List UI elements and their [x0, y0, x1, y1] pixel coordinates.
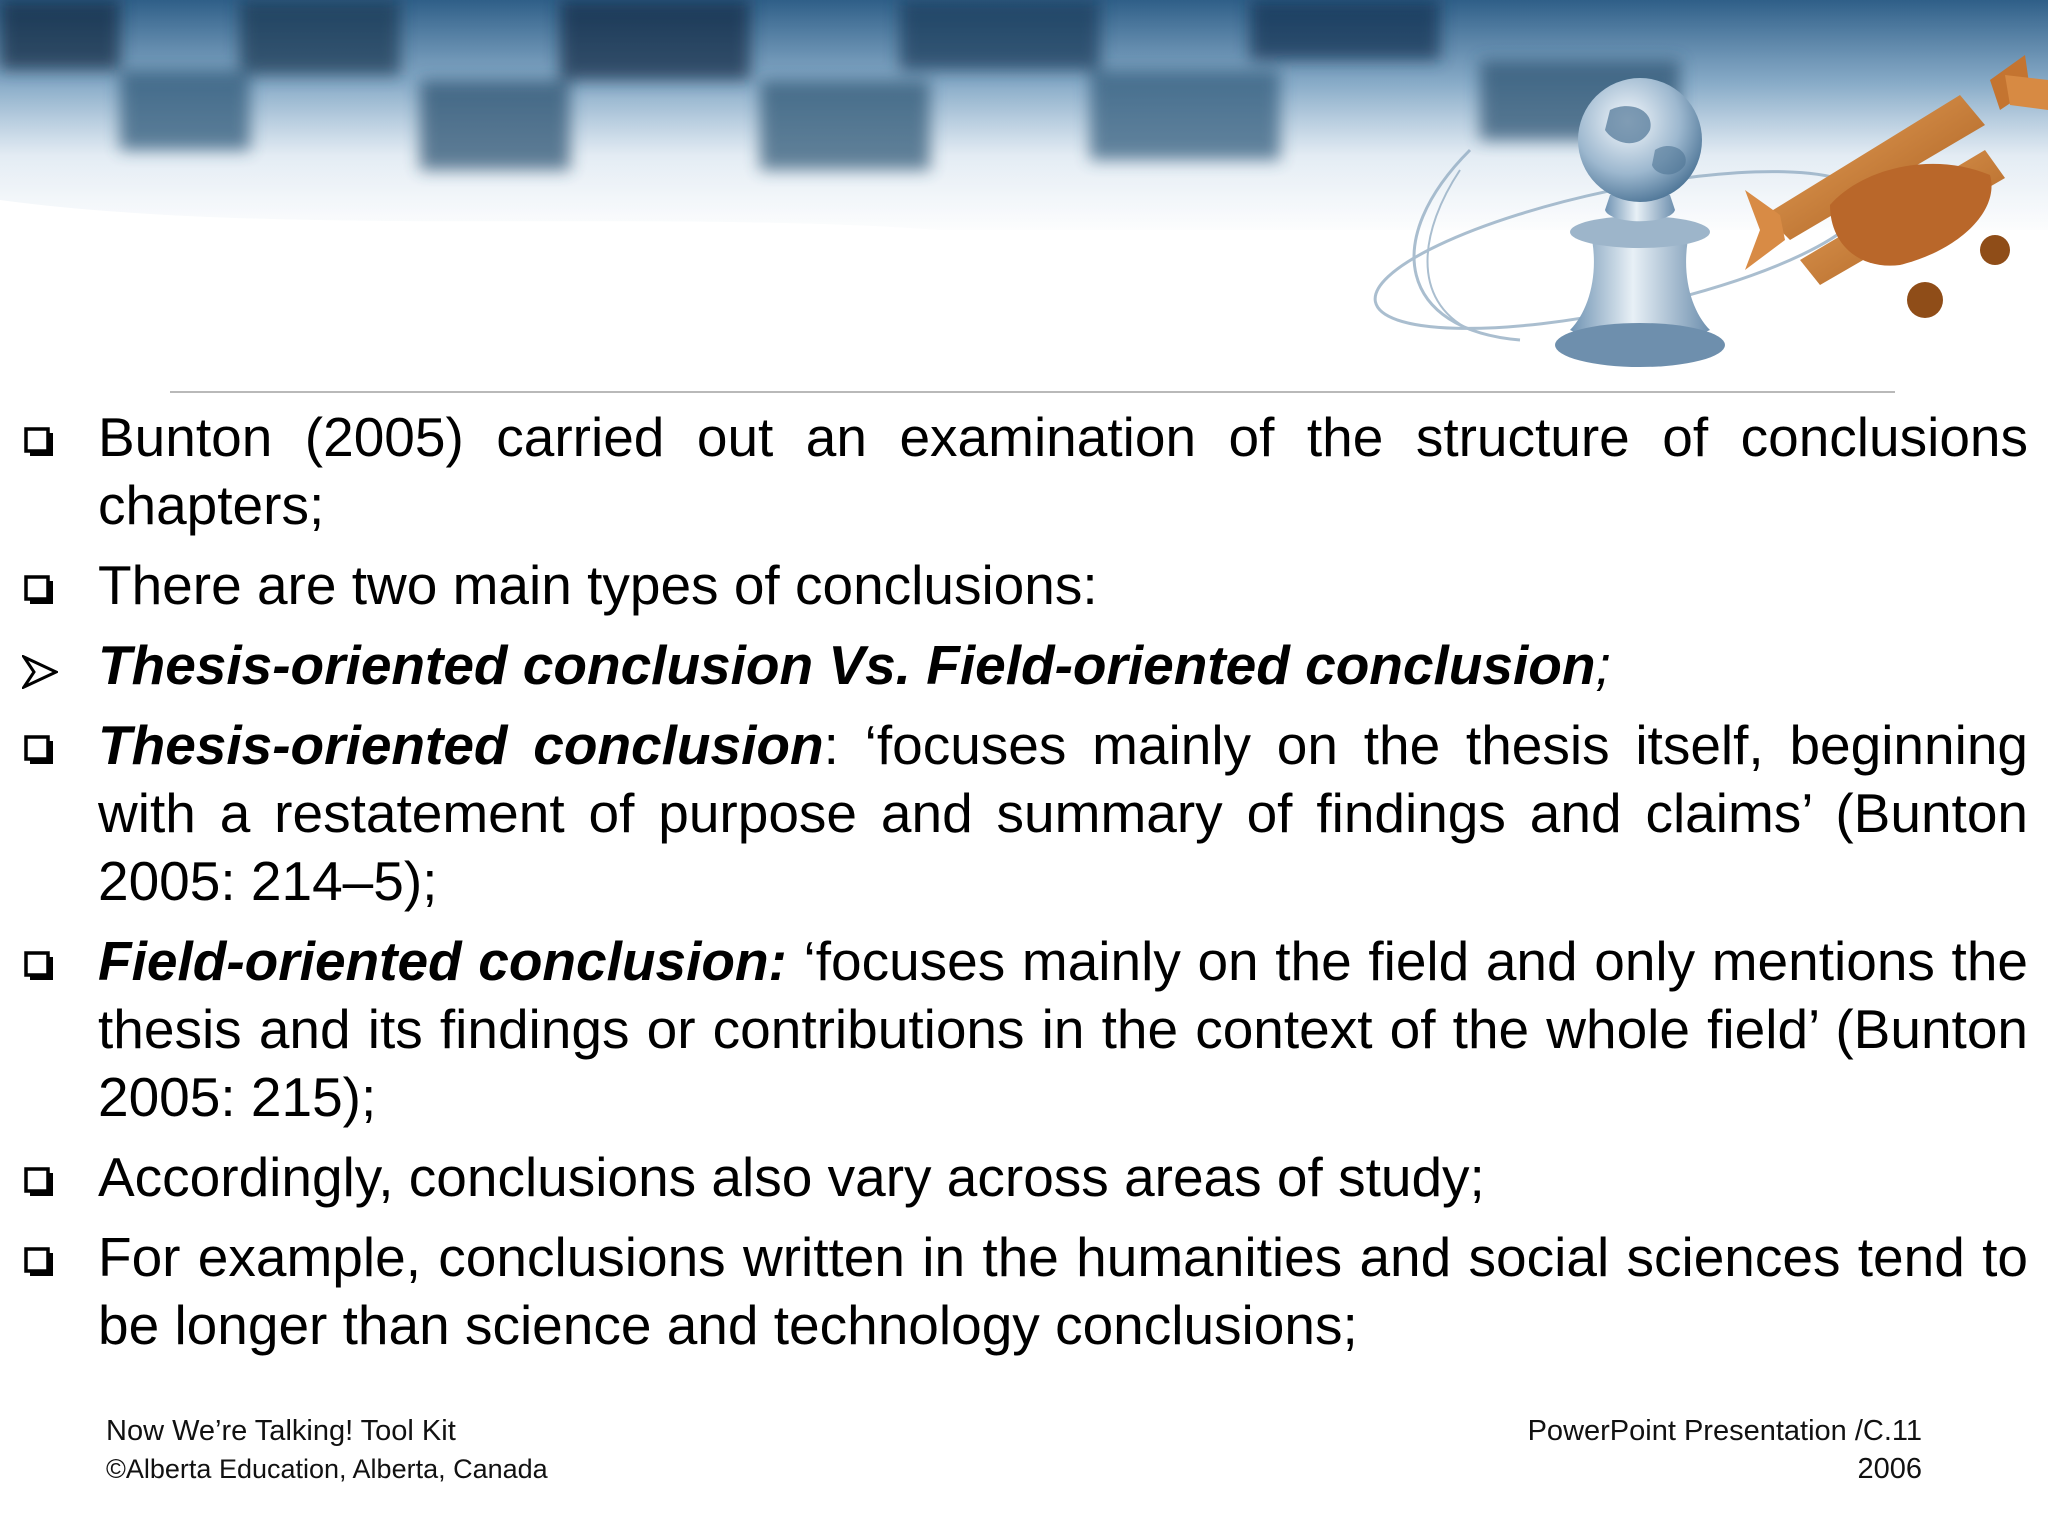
bullet-text [98, 1143, 2028, 1211]
bullet-emphasis: Thesis-oriented conclusion Vs. Field-oriented conclusion [98, 634, 1596, 696]
checkbox-bullet-icon [20, 1223, 98, 1291]
footer-toolkit-name: Now We’re Talking! Tool Kit [106, 1415, 456, 1447]
checkbox-bullet-icon [20, 403, 98, 471]
bullet-text-run: : ‘focuses mainly on the thesis itself, beginning with a restatement of purpose and summary of findings and claims’ (Bunton 2005: 214–5); [98, 714, 2028, 912]
slide-header-banner [0, 0, 2048, 400]
checkbox-bullet-icon [20, 711, 98, 779]
bullet-text-run: Accordingly, conclusions also vary across areas of study; [98, 1146, 1485, 1208]
bullet-item [20, 711, 2028, 915]
bullet-text-run: There are two main types of conclusions: [98, 554, 1098, 616]
footer-copyright: ©Alberta Education, Alberta, Canada [106, 1454, 548, 1484]
header-art [0, 0, 2048, 400]
bullet-list [20, 403, 2028, 1371]
checkbox-bullet-icon [20, 927, 98, 995]
bullet-text-run: ; [1595, 634, 1611, 696]
bullet-text [98, 551, 2028, 619]
bullet-item [20, 927, 2028, 1131]
bullet-item [20, 631, 2028, 699]
bullet-item [20, 1143, 2028, 1211]
bullet-item [20, 403, 2028, 539]
bullet-item [20, 551, 2028, 619]
footer-left [106, 1412, 548, 1488]
arrow-bullet-icon [20, 631, 98, 699]
bullet-text [98, 1223, 2028, 1359]
bullet-text [98, 711, 2028, 915]
bullet-emphasis: Field-oriented conclusion: [98, 930, 787, 992]
checkbox-bullet-icon [20, 1143, 98, 1211]
bullet-text [98, 403, 2028, 539]
bullet-item [20, 1223, 2028, 1359]
footer-right [1528, 1412, 1922, 1488]
bullet-text-run: Bunton (2005) carried out an examination of the structure of conclusions chapters; [98, 406, 2028, 536]
bullet-text-run: ‘focuses mainly on the field and only mentions the thesis and its findings or contributions in the context of the whole field’ (Bunton 2005: 215); [98, 930, 2028, 1128]
header-divider [170, 391, 1895, 393]
bullet-text [98, 631, 2028, 699]
checkbox-bullet-icon [20, 551, 98, 619]
footer-presentation-id: PowerPoint Presentation /C.11 [1527, 1415, 1922, 1447]
bullet-text [98, 927, 2028, 1131]
footer-year: 2006 [1857, 1453, 1922, 1485]
bullet-emphasis: Thesis-oriented conclusion [98, 714, 824, 776]
bullet-text-run: For example, conclusions written in the humanities and social sciences tend to be longer than science and technology conclusions; [98, 1226, 2028, 1356]
